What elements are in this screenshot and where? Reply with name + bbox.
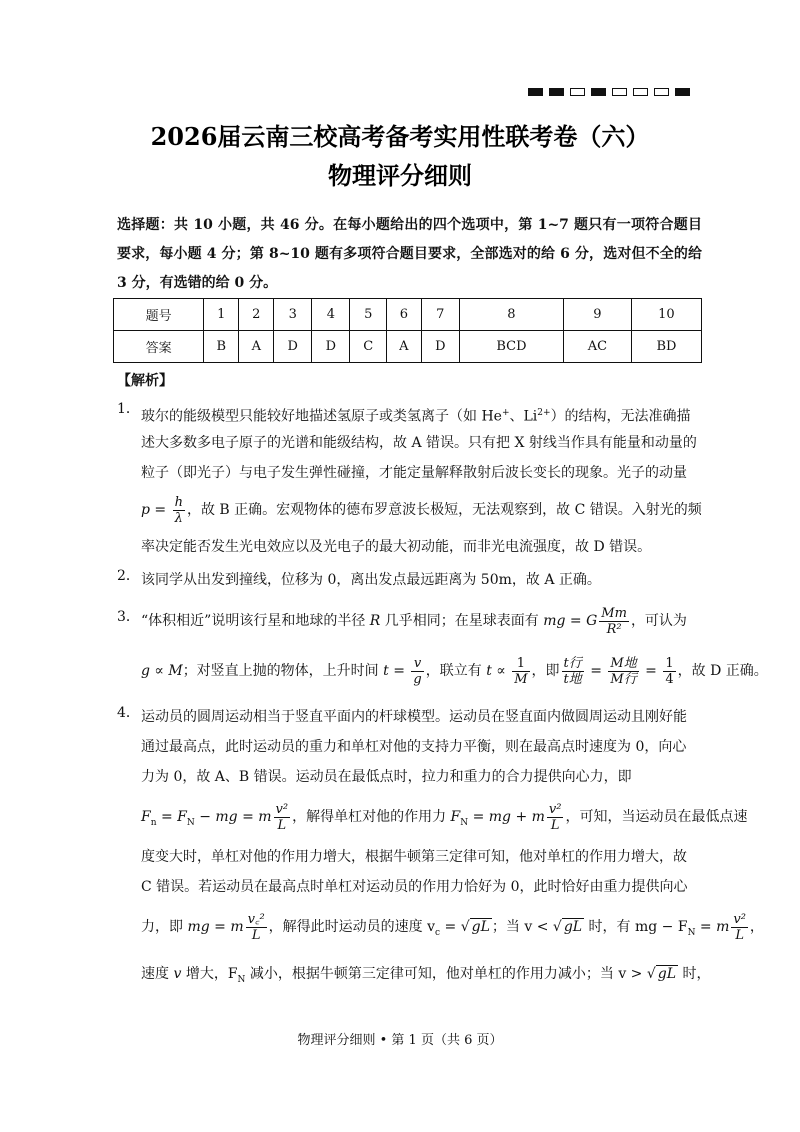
fraction-denominator: M [514,671,528,687]
text-run: ，解得此时运动员的速度 v [268,919,436,935]
sqrt-sign: √ [646,966,656,982]
filled-square-mark [591,88,606,96]
intro-paragraph: 选择题：共 10 小题，共 46 分。在每小题给出的四个选项中，第 1~7 题只有一项符合题目要求，每小题 4 分；第 8~10 题有多项符合题目要求，全部选对的给 6 分，选对但不全的给 3 分，有选错的给 0 分。 [117,217,702,291]
math-op: = G [565,613,598,629]
text-run: 玻尔的能级模型只能较好地描述氢原子或类氢离子（如 He [141,408,502,425]
fraction [608,656,638,687]
text-run: ，即 [531,663,560,679]
row-label-number: 题号 [114,299,204,331]
text-run: ，故 D 正确。 [677,663,768,679]
text-run: ，解得单杠对他的作用力 [292,809,451,825]
text-run: 速度 [141,966,174,982]
math-var: R [369,613,381,629]
item-line: 度变大时，单杠对他的作用力增大，根据牛顿第三定律可知，他对单杠的作用力增大，故 [141,849,687,865]
math-op: = [149,502,171,518]
answer-cell: D [421,331,459,363]
text-run: ， [749,919,764,935]
item-line: 述大多数多电子原子的光谱和能级结构，故 A 错误。只有把 X 射线当作具有能量和动量的 [141,435,697,451]
fraction [547,802,564,833]
question-number: 4 [312,299,350,331]
text-run: 力，即 [141,919,188,935]
fraction-denominator: L [550,817,560,833]
item-number: 2． [117,568,140,584]
fraction-numerator: h [174,494,183,510]
item-number: 4． [117,705,140,721]
text-run: ；当 v < [491,919,553,935]
text-run: ）的结构，无法准确描 [550,408,691,425]
math-var: g [141,663,150,679]
math-op: = [440,919,461,935]
text-run: 几乎相同；在星球表面有 [380,613,544,629]
math-op: = [388,663,410,679]
fraction [512,656,529,687]
analysis-item-3 [117,596,768,696]
analysis-heading: 【解析】 [117,373,173,389]
math-var: p [141,502,150,518]
text-run: 减小，根据牛顿第三定律可知，他对单杠的作用力减小；当 v > [245,966,647,982]
answer-cell: B [204,331,239,363]
fraction [562,656,584,687]
math-op: ∝ [149,663,169,679]
math-var: t [383,663,389,679]
filled-square-mark [549,88,564,96]
analysis-item-2 [117,565,692,595]
filled-square-mark [675,88,690,96]
fraction [173,495,185,526]
subscript: N [460,817,469,828]
fraction-denominator: g [413,671,422,687]
item-line: 力为 0，故 A、B 错误。运动员在最低点时，拉力和重力的合力提供向心力，即 [141,769,632,785]
answer-cell: D [274,331,312,363]
item-line: 该同学从出发到撞线，位移为 0，离出发点最远距离为 50m，故 A 正确。 [141,572,601,588]
analysis-item-4 [117,702,764,996]
text-run: ，可知，当运动员在最低点速 [565,809,748,825]
fraction-denominator: L [277,817,287,833]
text-run: 时， [678,966,711,982]
question-number: 8 [459,299,563,331]
text-run: ，可认为 [630,613,687,629]
question-number: 1 [204,299,239,331]
fraction-numerator: v꜀² [247,911,265,927]
answer-cell: A [239,331,274,363]
text-run: 时，有 mg − F [584,919,688,935]
math-var: v [173,966,182,982]
fraction-denominator: t地 [563,671,582,687]
question-number: 6 [387,299,422,331]
item-line [117,952,711,996]
subscript: n [150,817,157,828]
empty-square-mark [570,88,585,96]
analysis-item-1 [117,398,702,562]
subscript: N [237,974,246,985]
fraction [663,656,675,687]
text-run: ，故 B 正确。宏观物体的德布罗意波长极短，无法观察到，故 C 错误。入射光的频 [186,502,702,518]
row-label-answer: 答案 [114,331,204,363]
fraction-denominator: L [251,927,261,943]
item-line [117,902,764,952]
item-line [117,398,692,428]
fraction [246,912,267,943]
math-op: = [640,663,662,679]
superscript: + [501,408,510,418]
answer-cell: BCD [459,331,563,363]
question-number: 2 [239,299,274,331]
question-number: 9 [563,299,631,331]
math-expr: = m [695,919,730,935]
question-number: 7 [421,299,459,331]
text-run: 增大，F [181,966,238,982]
fraction [411,656,423,687]
math-expr: − mg = m [194,809,272,825]
math-op: = [585,663,607,679]
item-number: 1． [117,401,140,417]
fraction-numerator: v [411,656,423,672]
fraction-numerator: v² [548,801,562,817]
subscript: N [687,927,696,938]
item-line: 通过最高点，此时运动员的重力和单杠对他的支持力平衡，则在最高点时速度为 0，向心 [141,739,687,755]
answer-cell: C [350,331,387,363]
question-number: 5 [350,299,387,331]
fraction-denominator: 4 [665,671,674,687]
math-expr: mg = m [187,919,244,935]
page-footer: 物理评分细则 • 第 1 页（共 6 页） [297,1033,503,1048]
fraction-denominator: L [735,927,744,943]
fraction-numerator: 1 [665,655,674,671]
fraction-numerator: M地 [610,655,637,671]
question-number: 10 [631,299,701,331]
answer-cell: BD [631,331,701,363]
answer-cell: D [312,331,350,363]
empty-square-mark [612,88,627,96]
fraction-denominator: M行 [610,671,637,687]
fraction-denominator: λ [174,510,183,526]
subscript: N [186,817,195,828]
empty-square-mark [654,88,669,96]
math-expr: = F [156,809,187,825]
page-title: 2026届云南三校高考备考实用性联考卷（六） [150,122,650,151]
math-var: M [168,663,183,679]
math-var: F [450,809,461,825]
text-run: ；对竖直上抛的物体，上升时间 [182,663,384,679]
item-line [117,596,692,646]
sqrt-radicand: gL [657,966,677,982]
answer-cell: AC [563,331,631,363]
sqrt-sign: √ [460,919,470,935]
math-var: t [486,663,492,679]
fraction [731,912,748,943]
sqrt-sign: √ [552,919,562,935]
answer-cell: A [387,331,422,363]
fraction [274,802,291,833]
superscript: 2+ [537,408,551,418]
fraction-numerator: Mm [601,605,627,621]
text-run: 、Li [509,408,538,425]
item-line [117,646,768,696]
math-var: F [141,809,151,825]
fraction [599,606,629,637]
text-run: “体积相近”说明该行星和地球的半径 [141,613,370,629]
math-op: ∝ [491,663,511,679]
answer-table [113,298,702,363]
item-line: 运动员的圆周运动相当于竖直平面内的杆球模型。运动员在竖直面内做圆周运动且刚好能 [141,709,687,725]
math-expr: = mg + m [468,809,545,825]
item-line [117,488,702,532]
text-run: ，联立有 [425,663,487,679]
filled-square-mark [528,88,543,96]
item-line [117,792,748,842]
header-marks [528,88,690,96]
answer-table-row-answers [114,331,702,363]
sqrt-radicand: gL [471,919,490,935]
item-line: C 错误。若运动员在最高点时单杠对运动员的作用力恰好为 0，此时恰好由重力提供向心 [141,879,688,895]
fraction-denominator: R² [606,621,622,637]
sqrt-radicand: gL [563,919,583,935]
answer-table-row-numbers [114,299,702,331]
item-number: 3． [117,609,140,625]
empty-square-mark [633,88,648,96]
question-number: 3 [274,299,312,331]
fraction-numerator: 1 [512,656,529,672]
page-subtitle: 物理评分细则 [328,161,472,190]
item-line: 粒子（即光子）与电子发生弹性碰撞，才能定量解释散射后波长变长的现象。光子的动量 [141,465,687,481]
subscript: c [435,927,441,938]
fraction-numerator: t行 [563,655,582,671]
fraction-numerator: v² [733,911,746,927]
item-line: 率决定能否发生光电效应以及光电子的最大初动能，而非光电流强度，故 D 错误。 [141,539,652,555]
math-var: mg [543,613,566,629]
fraction-numerator: v² [275,801,289,817]
